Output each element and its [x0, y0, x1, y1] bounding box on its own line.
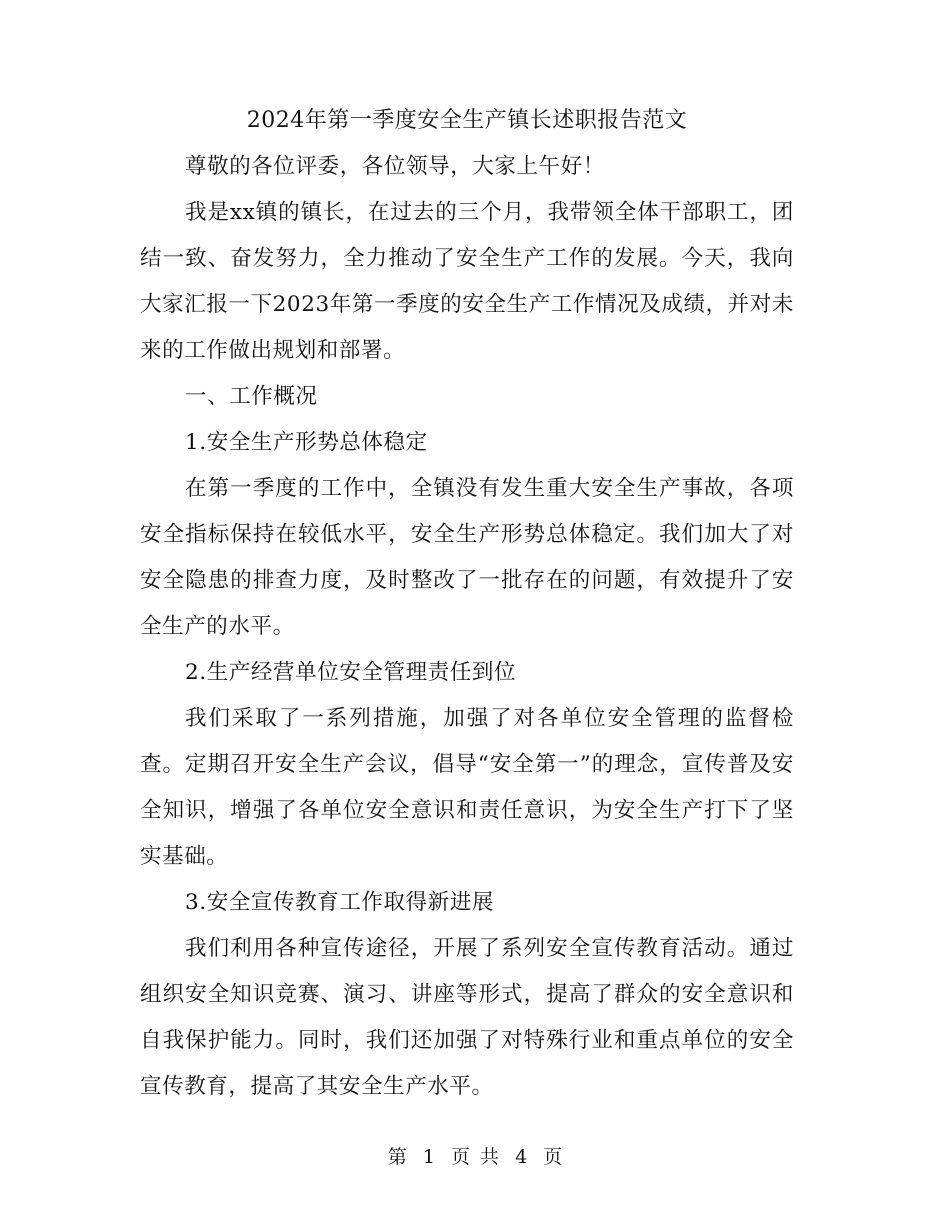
- paragraph-1: 在第一季度的工作中，全镇没有发生重大安全生产事故，各项安全指标保持在较低水平，安全生产形势总体稳定。我们加大了对安全隐患的排查力度，及时整改了一批存在的问题，有效提升了安全生产的水平。: [140, 476, 794, 639]
- footer-label-page: 第: [387, 1146, 407, 1168]
- document-title: 2024年第一季度安全生产镇长述职报告范文: [246, 108, 688, 133]
- footer-current-page: 1: [422, 1146, 435, 1168]
- footer-label-pages: 页: [543, 1146, 563, 1168]
- footer-label-of: 页 共: [450, 1146, 500, 1168]
- section-heading-overview: 一、工作概况: [185, 384, 318, 409]
- paragraph-2: 我们采取了一系列措施，加强了对各单位安全管理的监督检查。定期召开安全生产会议，倡导“安全第一”的理念，宣传普及安全知识，增强了各单位安全意识和责任意识，为安全生产打下了坚实基础。: [140, 706, 794, 869]
- subheading-1: 1.安全生产形势总体稳定: [185, 430, 428, 455]
- paragraph-3: 我们利用各种宣传途径，开展了系列安全宣传教育活动。通过组织安全知识竞赛、演习、讲座等形式，提高了群众的安全意识和自我保护能力。同时，我们还加强了对特殊行业和重点单位的安全宣传教育，提高了其安全生产水平。: [140, 936, 794, 1099]
- subheading-3: 3.安全宣传教育工作取得新进展: [185, 890, 495, 915]
- subheading-2: 2.生产经营单位安全管理责任到位: [185, 660, 517, 685]
- page-footer: [0, 1142, 950, 1172]
- footer-total-pages: 4: [515, 1146, 528, 1168]
- paragraph-greeting: 尊敬的各位评委，各位领导，大家上午好！: [185, 154, 605, 179]
- paragraph-intro: 我是xx镇的镇长，在过去的三个月，我带领全体干部职工，团结一致、奋发努力，全力推动了安全生产工作的发展。今天，我向大家汇报一下2023年第一季度的安全生产工作情况及成绩，并对未来的工作做出规划和部署。: [140, 200, 794, 363]
- document-body: [140, 98, 794, 1110]
